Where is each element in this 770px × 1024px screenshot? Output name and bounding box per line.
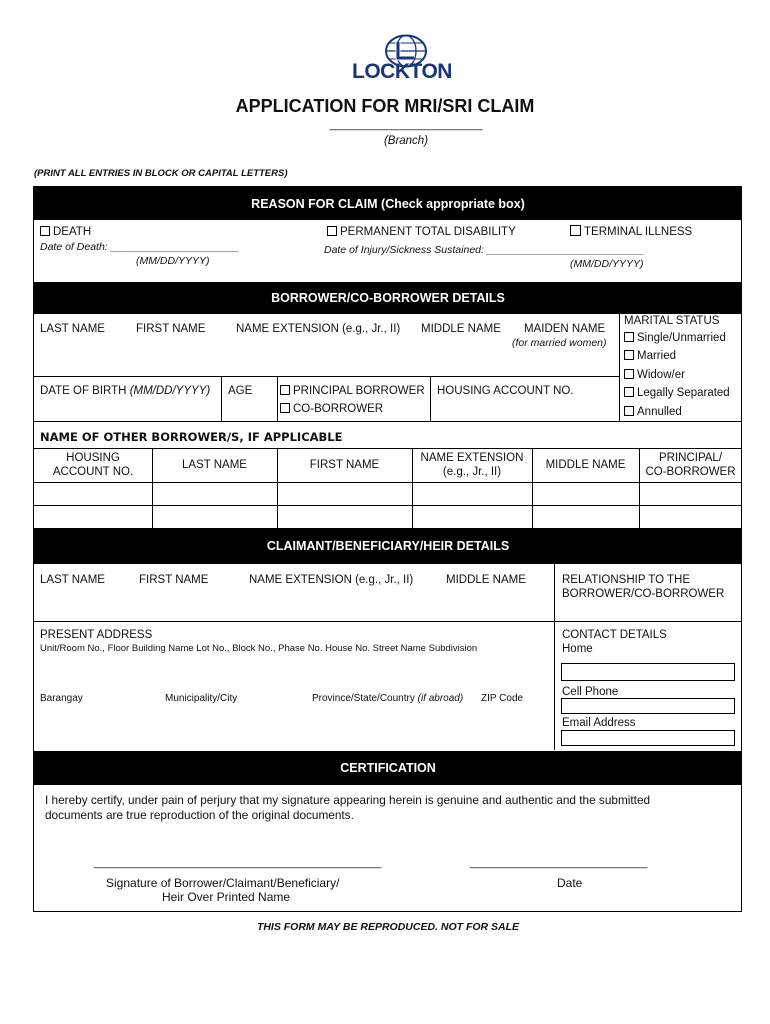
borrower-middle-name: MIDDLE NAME — [421, 323, 501, 335]
signature-line[interactable]: _______________________________________________ — [94, 857, 382, 869]
borrower-name-ext: NAME EXTENSION (e.g., Jr., II) — [236, 323, 401, 335]
cell-phone-input[interactable] — [561, 698, 735, 714]
other-borrower-row-1[interactable] — [34, 483, 742, 505]
annulled-checkbox[interactable] — [624, 406, 634, 416]
maiden-note: (for married women) — [512, 337, 607, 349]
footer-notice: THIS FORM MAY BE REPRODUCED. NOT FOR SALE — [256, 921, 520, 933]
certification-text-2: documents are true reproduction of the original documents. — [45, 808, 354, 822]
address-parts: Unit/Room No., Floor Building Name Lot No., Block No., Phase No. House No. Street Name Subdivision — [40, 643, 478, 654]
injury-date-format: (MM/DD/YYYY) — [570, 258, 644, 270]
borrower-last-name: LAST NAME — [40, 323, 105, 335]
terminal-option[interactable] — [570, 225, 692, 239]
relationship-label-1: RELATIONSHIP TO THE — [562, 574, 691, 586]
zip-label: ZIP Code — [481, 693, 524, 704]
branch-label: (Branch) — [383, 135, 429, 147]
province-label: Province/State/Country (if abroad) — [312, 693, 464, 704]
separated-checkbox[interactable] — [624, 387, 634, 397]
principal-label: PRINCIPAL BORROWER — [293, 385, 425, 397]
municipality-label: Municipality/City — [165, 693, 238, 704]
death-label: DEATH — [53, 226, 92, 238]
marital-widow[interactable] — [624, 368, 685, 382]
separated-label: Legally Separated — [637, 387, 730, 399]
branch-line: _________________________ — [329, 119, 483, 131]
terminal-checkbox[interactable] — [570, 225, 581, 236]
col-principal: PRINCIPAL/ CO-BORROWER — [645, 452, 736, 478]
signature-label-1: Signature of Borrower/Claimant/Beneficiary/ — [106, 876, 340, 890]
lockton-logo — [340, 34, 470, 90]
ptd-option[interactable] — [327, 225, 516, 239]
claimant-first-name: FIRST NAME — [139, 574, 209, 586]
principal-checkbox[interactable] — [280, 385, 290, 395]
date-label: Date — [557, 876, 583, 890]
certification-text-1: I hereby certify, under pain of perjury that my signature appearing herein is genuine and authentic and the submitted — [45, 793, 651, 807]
contact-details-label: CONTACT DETAILS — [562, 629, 667, 641]
brand-name: LOCKTON — [352, 60, 452, 83]
col-middle-name: MIDDLE NAME — [545, 459, 626, 471]
dob-label: DATE OF BIRTH (MM/DD/YYYY) — [40, 385, 211, 397]
date-of-death: Date of Death: ______________________ — [40, 241, 240, 253]
claimant-name-ext: NAME EXTENSION (e.g., Jr., II) — [249, 574, 414, 586]
other-borrowers-title: NAME OF OTHER BORROWER/S, IF APPLICABLE — [40, 430, 343, 444]
col-housing: HOUSING ACCOUNT NO. — [52, 452, 134, 478]
ptd-label: PERMANENT TOTAL DISABILITY — [340, 226, 516, 238]
relationship-label-2: BORROWER/CO-BORROWER — [562, 588, 725, 600]
borrower-first-name: FIRST NAME — [136, 323, 206, 335]
coborrower-checkbox[interactable] — [280, 403, 290, 413]
barangay-label: Barangay — [40, 693, 83, 704]
certification-header: CERTIFICATION — [34, 751, 742, 785]
claimant-middle-name: MIDDLE NAME — [446, 574, 526, 586]
reason-header: REASON FOR CLAIM (Check appropriate box) — [34, 187, 742, 220]
present-address-label: PRESENT ADDRESS — [40, 629, 153, 641]
annulled-label: Annulled — [637, 406, 682, 418]
col-last-name: LAST NAME — [182, 459, 247, 471]
principal-option[interactable] — [280, 384, 425, 398]
ptd-checkbox[interactable] — [327, 226, 337, 236]
borrower-header: BORROWER/CO-BORROWER DETAILS — [34, 282, 742, 314]
marital-separated[interactable] — [624, 386, 730, 400]
marital-married[interactable] — [624, 349, 676, 363]
email-input[interactable] — [561, 730, 735, 746]
claimant-header: CLAIMANT/BENEFICIARY/HEIR DETAILS — [34, 528, 742, 564]
single-label: Single/Unmarried — [637, 332, 726, 344]
terminal-label: TERMINAL ILLNESS — [584, 226, 693, 238]
cell-phone-label: Cell Phone — [562, 686, 619, 698]
marital-status-label: MARITAL STATUS — [624, 315, 720, 327]
borrower-maiden-name: MAIDEN NAME — [524, 323, 606, 335]
housing-account-label: HOUSING ACCOUNT NO. — [437, 385, 574, 397]
signature-label-2: Heir Over Printed Name — [162, 890, 291, 904]
coborrower-label: CO-BORROWER — [293, 403, 384, 415]
marital-single[interactable] — [624, 331, 726, 345]
widow-label: Widow/er — [637, 369, 685, 381]
single-checkbox[interactable] — [624, 332, 634, 342]
page-title: APPLICATION FOR MRI/SRI CLAIM — [235, 96, 535, 116]
death-option[interactable] — [40, 225, 91, 239]
date-line[interactable]: _____________________________ — [470, 857, 648, 869]
home-phone-input[interactable] — [561, 663, 735, 681]
death-date-format: (MM/DD/YYYY) — [136, 255, 210, 267]
widow-checkbox[interactable] — [624, 369, 634, 379]
email-label: Email Address — [562, 717, 636, 729]
claimant-last-name: LAST NAME — [40, 574, 105, 586]
marital-annulled[interactable] — [624, 405, 682, 419]
age-label: AGE — [228, 385, 253, 397]
print-instruction: (PRINT ALL ENTRIES IN BLOCK OR CAPITAL LETTERS) — [34, 168, 288, 179]
coborrower-option[interactable] — [280, 402, 383, 416]
col-first-name: FIRST NAME — [309, 459, 380, 471]
injury-date: Date of Injury/Sickness Sustained: ___________________________ — [324, 244, 645, 256]
home-label: Home — [562, 643, 593, 655]
other-borrower-row-2[interactable] — [34, 506, 742, 528]
death-checkbox[interactable] — [40, 226, 50, 236]
col-name-ext: NAME EXTENSION (e.g., Jr., II) — [420, 452, 524, 478]
married-checkbox[interactable] — [624, 350, 634, 360]
married-label: Married — [637, 350, 676, 362]
